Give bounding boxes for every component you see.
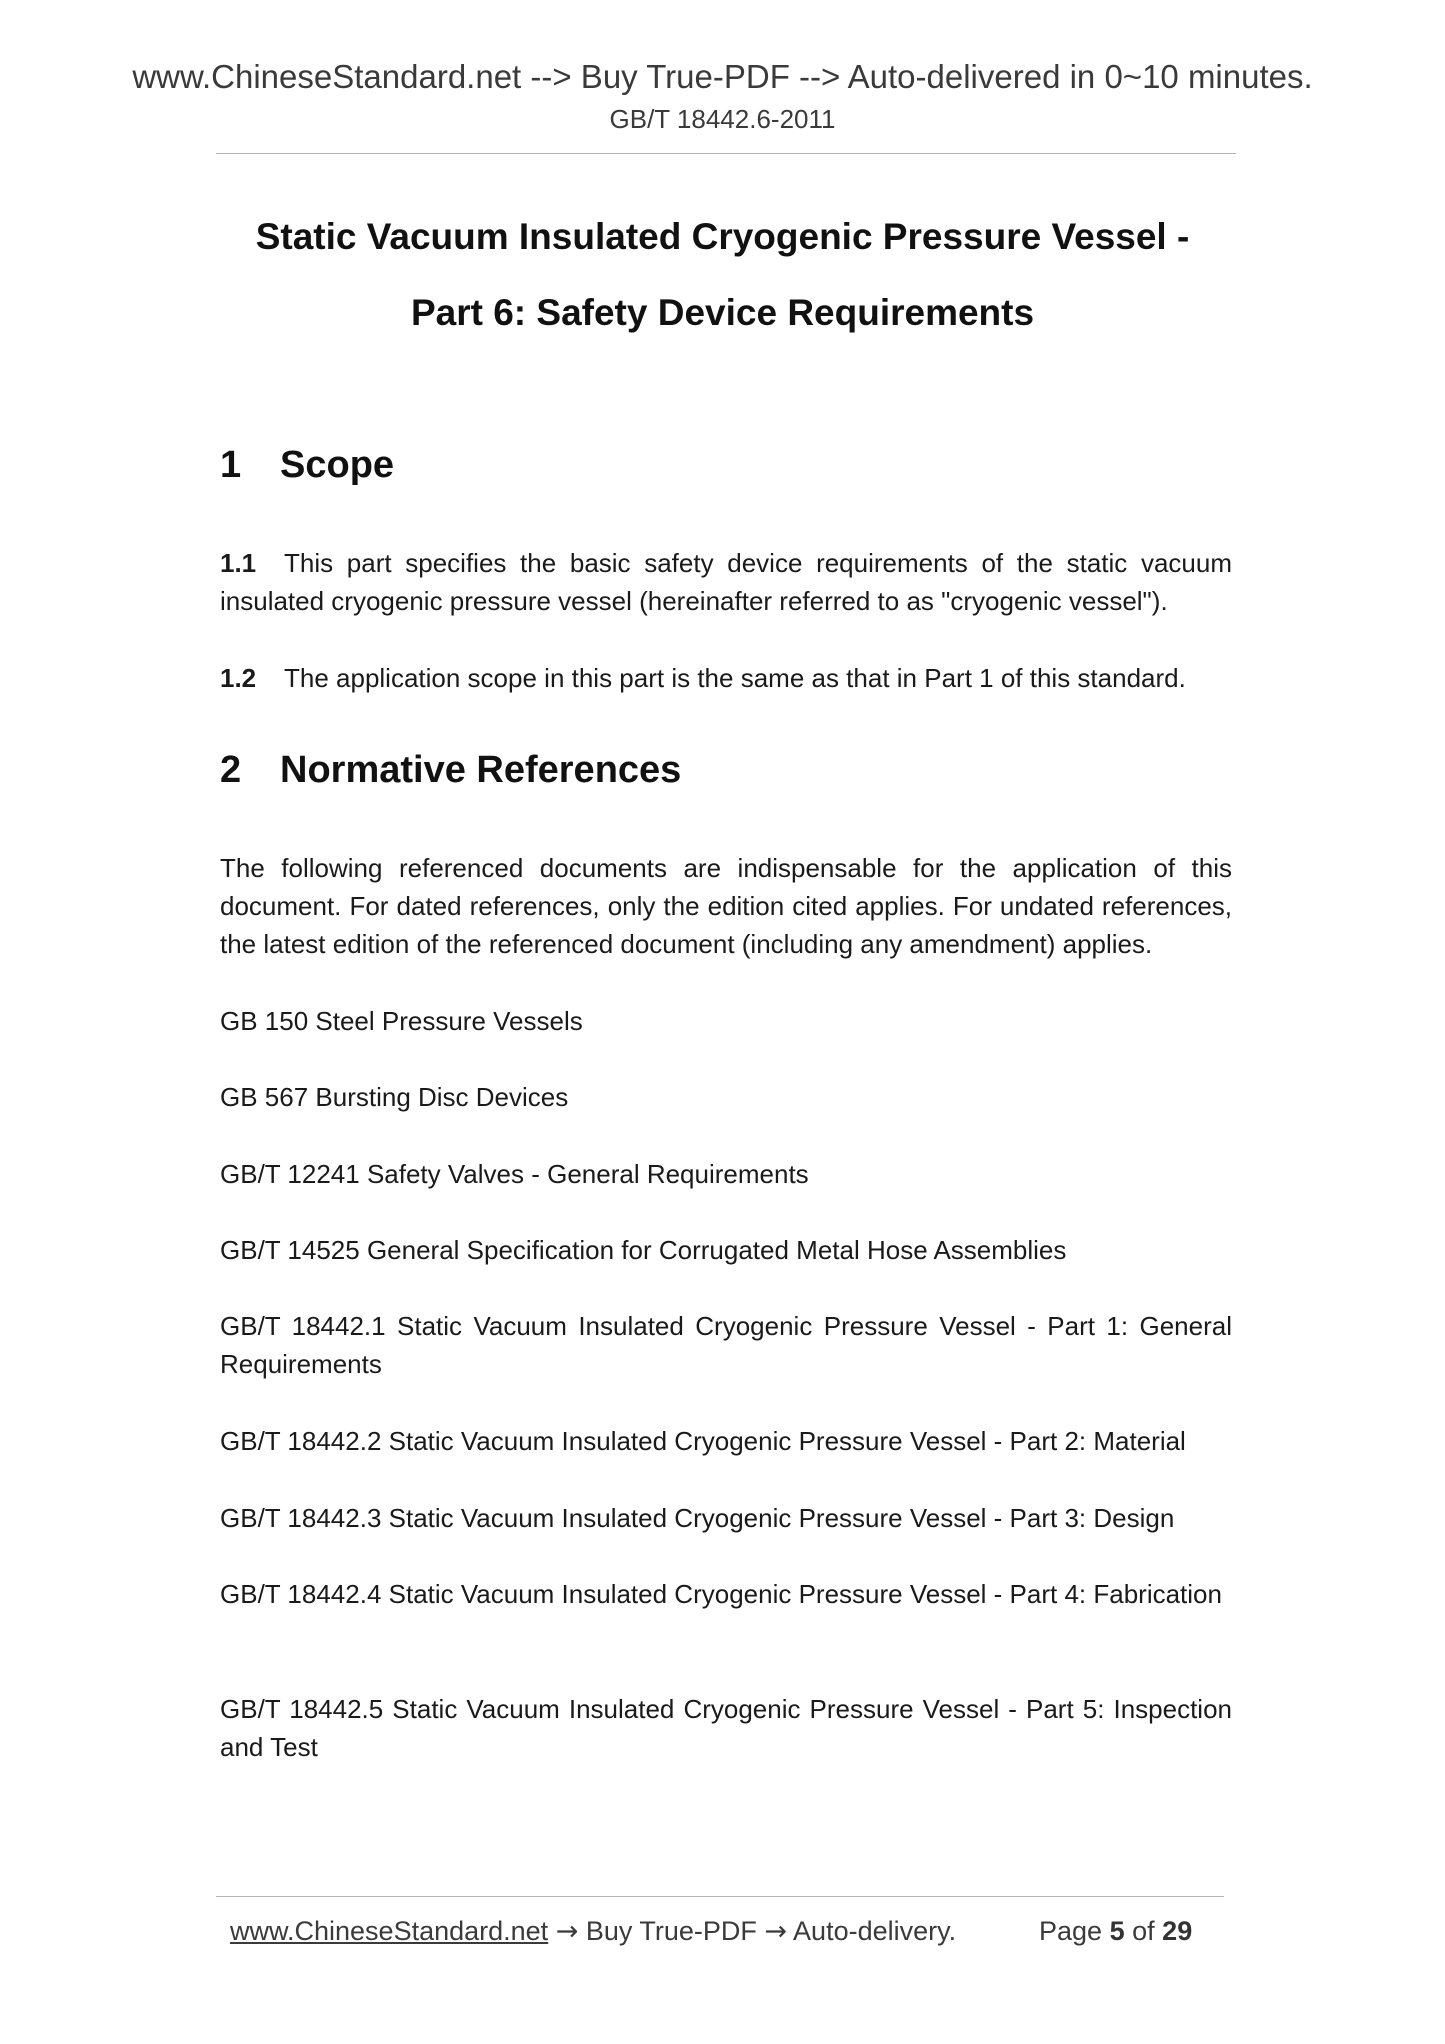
page-current: 5 xyxy=(1109,1916,1125,1946)
clause-1-2 xyxy=(220,659,1232,697)
reference-item: GB/T 18442.1 Static Vacuum Insulated Cryogenic Pressure Vessel - Part 1: General Requirements xyxy=(220,1311,1232,1379)
reference-item: GB 150 Steel Pressure Vessels xyxy=(220,1006,583,1036)
footer-buy-text: Buy True-PDF xyxy=(585,1916,757,1946)
reference-item: GB/T 18442.2 Static Vacuum Insulated Cryogenic Pressure Vessel - Part 2: Material xyxy=(220,1426,1186,1456)
footer-delivery-text: Auto-delivery. xyxy=(793,1916,957,1946)
footer-divider xyxy=(216,1896,1224,1897)
section-title: Scope xyxy=(280,444,395,486)
section-title: Normative References xyxy=(280,749,682,791)
reference-item: GB 567 Bursting Disc Devices xyxy=(220,1082,569,1112)
section-number: 2 xyxy=(220,749,242,791)
clause-number: 1.2 xyxy=(220,663,257,693)
reference-item: GB/T 18442.5 Static Vacuum Insulated Cryogenic Pressure Vessel - Part 5: Inspection and Test xyxy=(220,1694,1232,1762)
footer-links xyxy=(230,1916,956,1947)
page-total: 29 xyxy=(1162,1916,1193,1946)
clause-number: 1.1 xyxy=(220,548,257,578)
reference-item: GB/T 12241 Safety Valves - General Requirements xyxy=(220,1159,809,1189)
footer-site-link[interactable]: www.ChineseStandard.net xyxy=(230,1916,549,1946)
page-label: Page xyxy=(1039,1916,1103,1946)
document-title-line1: Static Vacuum Insulated Cryogenic Pressure Vessel - xyxy=(255,216,1190,257)
reference-item: GB/T 18442.3 Static Vacuum Insulated Cryogenic Pressure Vessel - Part 3: Design xyxy=(220,1503,1175,1533)
clause-text: The application scope in this part is the same as that in Part 1 of this standard. xyxy=(284,663,1186,693)
header-site-line: www.ChineseStandard.net --> Buy True-PDF --> Auto-delivered in 0~10 minutes. xyxy=(132,58,1313,95)
page-of: of xyxy=(1132,1916,1155,1946)
section-heading-scope xyxy=(220,444,394,487)
document-title-line2: Part 6: Safety Device Requirements xyxy=(410,292,1035,333)
section-number: 1 xyxy=(220,444,242,486)
reference-item: GB/T 14525 General Specification for Corrugated Metal Hose Assemblies xyxy=(220,1235,1067,1265)
reference-item: GB/T 18442.4 Static Vacuum Insulated Cryogenic Pressure Vessel - Part 4: Fabrication xyxy=(220,1579,1222,1609)
references-intro: The following referenced documents are indispensable for the application of this document. For dated references, only the edition cited applies. For undated references, the latest edition of the referenced document (including any amendment) applies. xyxy=(220,853,1232,959)
clause-1-1 xyxy=(220,544,1232,620)
header-standard-number: GB/T 18442.6-2011 xyxy=(609,104,836,134)
arrow-right-icon: → xyxy=(764,1916,788,1947)
section-heading-normative-references xyxy=(220,749,681,792)
header-divider xyxy=(216,153,1236,154)
page-indicator xyxy=(1039,1916,1192,1947)
arrow-right-icon: → xyxy=(555,1916,579,1947)
clause-text: This part specifies the basic safety device requirements of the static vacuum insulated cryogenic pressure vessel (hereinafter referred to as "cryogenic vessel"). xyxy=(220,548,1232,616)
